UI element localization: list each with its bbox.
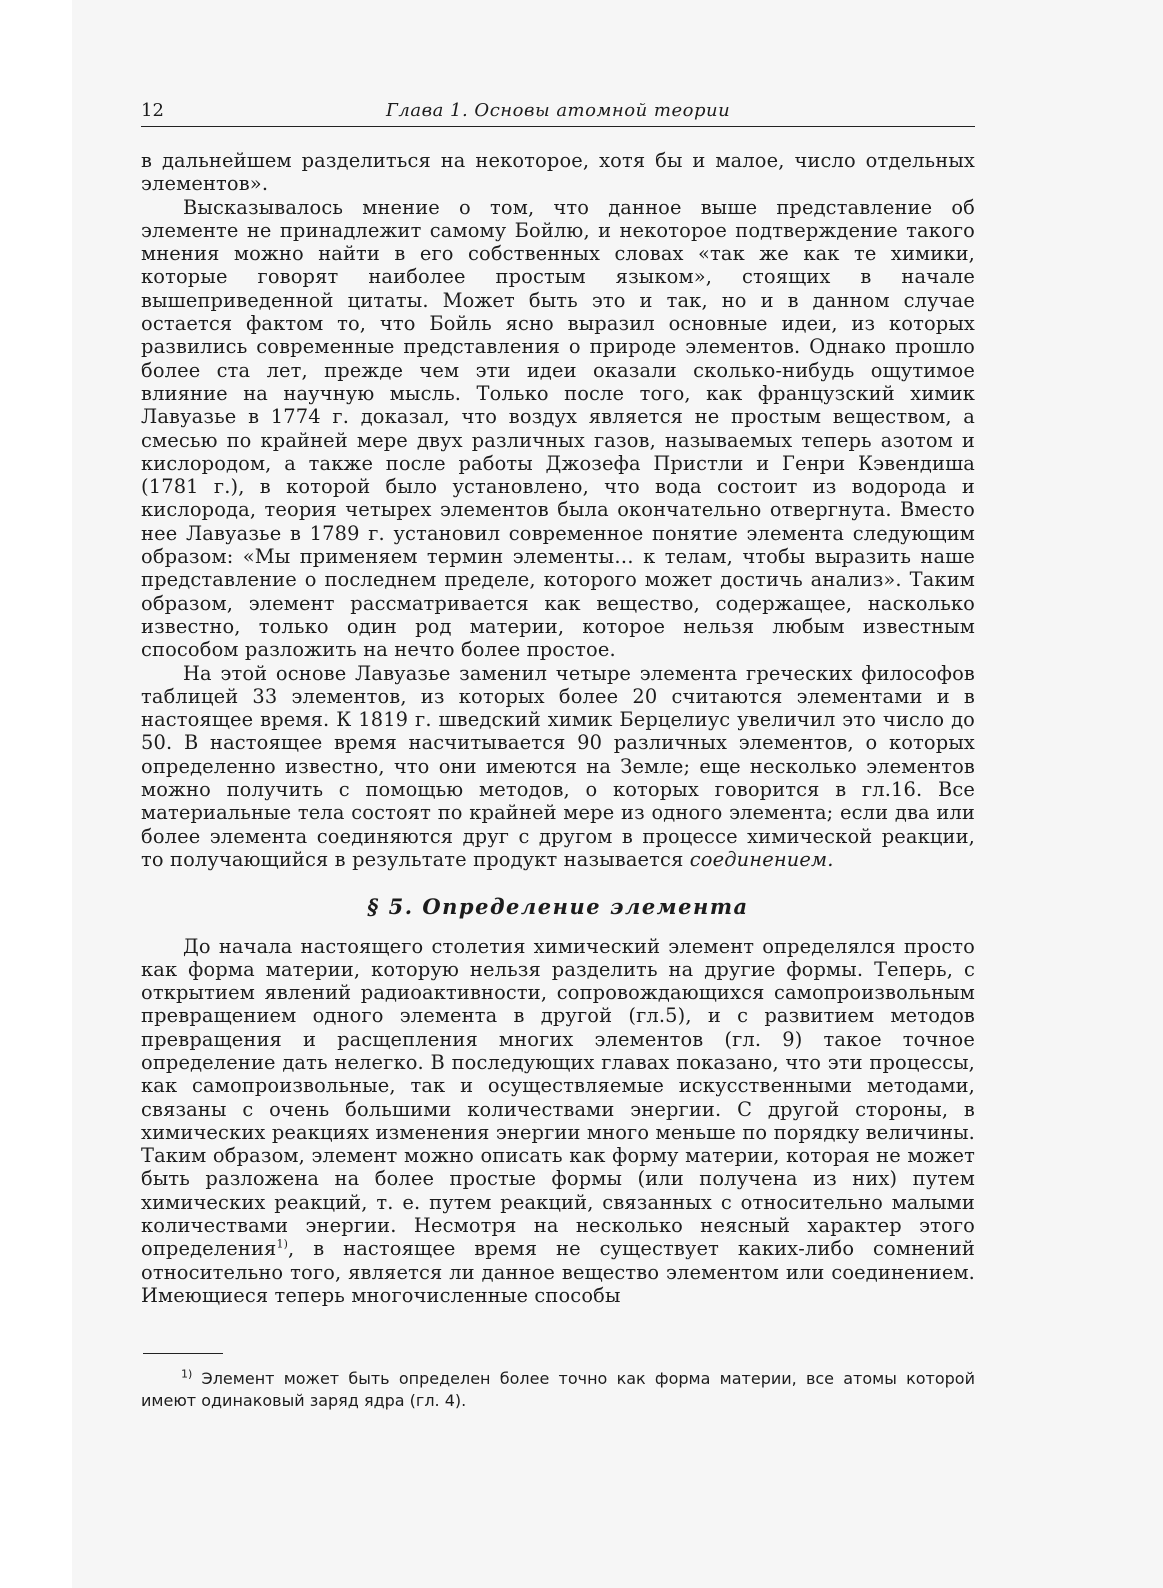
- running-title: Глава 1. Основы атомной теории: [386, 100, 731, 121]
- emphasis-compound: соединением.: [689, 847, 834, 871]
- footnote-reference[interactable]: 1): [276, 1237, 289, 1251]
- paragraph-definition-text-b: , в настоящее время не существует каких-либо сомнений относительно того, является ли данное вещество элементом или соединением. Имеющиеся теперь многочисленные способы: [141, 1237, 975, 1307]
- paragraph-definition-text-a: До начала настоящего столетия химический элемент определялся просто как форма материи, которую нельзя разделить на другие формы. Теперь, с открытием явлений радиоактивности, сопровождающихся самопроизвольным превращением одного элемента в другой (гл.5), и с развитием методов превращения и расщепления многих элементов (гл. 9) такое точное определение дать нелегко. В последующих главах показано, что эти процессы, как самопроизвольные, так и осуществляемые искусственными методами, связаны с очень большими количествами энергии. С другой стороны, в химических реакциях изменения энергии много меньше по порядку величины. Таким образом, элемент можно описать как форму материи, которая не может быть разложена на более простые формы (или получена из них) путем химических реакций, т. е. путем реакций, связанных с относительно малыми количествами энергии. Несмотря на несколько неясный характер этого определения: [141, 934, 975, 1261]
- paragraph-lavoisier: [141, 662, 975, 872]
- paragraph-lavoisier-text: На этой основе Лавуазье заменил четыре элемента греческих философов таблицей 33 элементов, из которых более 20 считаются элементами и в настоящее время. К 1819 г. шведский химик Берцелиус увеличил это число до 50. В настоящее время насчитывается 90 различных элементов, о которых определенно известно, что они имеются на Земле; еще несколько элементов можно получить с помощью методов, о которых говорится в гл.16. Все материальные тела состоят по крайней мере из одного элемента; если два или более элемента соединяются друг с другом в процессе химической реакции, то получающийся в результате продукт называется: [141, 661, 975, 871]
- page-number: 12: [141, 100, 164, 121]
- book-page: [141, 96, 975, 1412]
- footnote: [141, 1368, 975, 1412]
- footnote-divider: [143, 1353, 223, 1354]
- section-heading: § 5. Определение элемента: [367, 894, 749, 920]
- footnote-text: Элемент может быть определен более точно как форма материи, все атомы которой имеют одинаковый заряд ядра (гл. 4).: [141, 1369, 975, 1411]
- main-text: [141, 149, 975, 1307]
- footnote-marker: 1): [181, 1367, 193, 1381]
- running-header: [141, 96, 975, 127]
- paragraph-boyle: Высказывалось мнение о том, что данное выше представление об элементе не принадлежит самому Бойлю, и некоторое подтверждение такого мнения можно найти в его собственных словах «так же как те химики, которые говорят наиболее простым языком», стоящих в начале вышеприведенной цитаты. Может быть это и так, но и в данном случае остается фактом то, что Бойль ясно выразил основные идеи, из которых развились современные представления о природе элементов. Однако прошло более ста лет, прежде чем эти идеи оказали сколько-нибудь ощутимое влияние на научную мысль. Только после того, как французский химик Лавуазье в 1774 г. доказал, что воздух является не простым веществом, а смесью по крайней мере двух различных газов, называемых теперь азотом и кислородом, а также после работы Джозефа Пристли и Генри Кэвендиша (1781 г.), в которой было установлено, что вода состоит из водорода и кислорода, теория четырех элементов была окончательно отвергнута. Вместо нее Лавуазье в 1789 г. установил современное понятие элемента следующим образом: «Мы применяем термин элементы… к телам, чтобы выразить наше представление о последнем пределе, которого может достичь анализ». Таким образом, элемент рассматривается как вещество, содержащее, насколько известно, только один род материи, которое нельзя любым известным способом разложить на нечто более простое.: [141, 195, 975, 662]
- paragraph-definition: [141, 935, 975, 1308]
- paragraph-continuation: в дальнейшем разделиться на некоторое, хотя бы и малое, число отдельных элементов».: [141, 149, 975, 196]
